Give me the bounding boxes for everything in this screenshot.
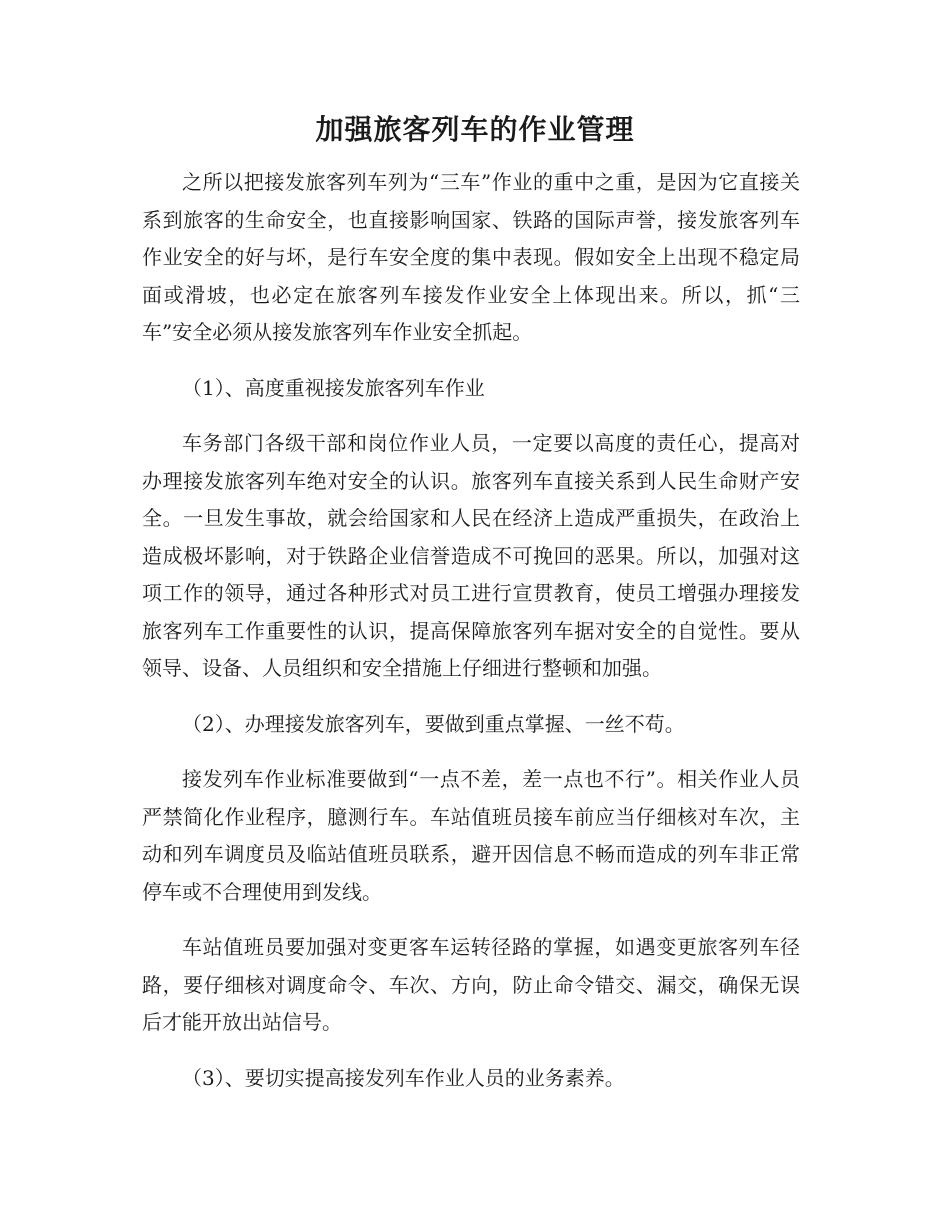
document-body [142, 164, 800, 1115]
paragraph-section-1: 车务部门各级干部和岗位作业人员，一定要以高度的责任心，提高对办理接发旅客列车绝对安全的认识。旅客列车直接关系到人民生命财产安全。一旦发生事故，就会给国家和人民在经济上造成严重损失，在政治上造成极坏影响，对于铁路企业信誉造成不可挽回的恶果。所以，加强对这项工作的领导，通过各种形式对员工进行宣贯教育，使员工增强办理接发旅客列车工作重要性的认识，提高保障旅客列车据对安全的自觉性。要从领导、设备、人员组织和安全措施上仔细进行整顿和加强。 [142, 431, 800, 680]
section-heading-3: （3）、要切实提高接发列车作业人员的业务素养。 [182, 1065, 625, 1090]
paragraph-section-2b: 车站值班员要加强对变更客车运转径路的掌握，如遇变更旅客列车径路，要仔细核对调度命令、车次、方向，防止命令错交、漏交，确保无误后才能开放出站信号。 [142, 935, 800, 1034]
section-heading-2: （2）、办理接发旅客列车，要做到重点掌握、一丝不苟。 [182, 711, 685, 736]
paragraph-intro: 之所以把接发旅客列车列为“三车”作业的重中之重，是因为它直接关系到旅客的生命安全，也直接影响国家、铁路的国际声誉，接发旅客列车作业安全的好与坏，是行车安全度的集中表现。假如安全上出现不稳定局面或滑坡，也必定在旅客列车接发作业安全上体现出来。所以，抓“三车”安全必须从接发旅客列车作业安全抓起。 [142, 170, 800, 344]
paragraph-section-2a: 接发列车作业标准要做到“一点不差，差一点也不行”。相关作业人员严禁简化作业程序，臆测行车。车站值班员接车前应当仔细核对车次，主动和列车调度员及临站值班员联系，避开因信息不畅而造成的列车非正常停车或不合理使用到发线。 [142, 767, 800, 904]
document-title: 加强旅客列车的作业管理 [315, 113, 635, 146]
section-heading-1: （1）、高度重视接发旅客列车作业 [182, 375, 485, 400]
